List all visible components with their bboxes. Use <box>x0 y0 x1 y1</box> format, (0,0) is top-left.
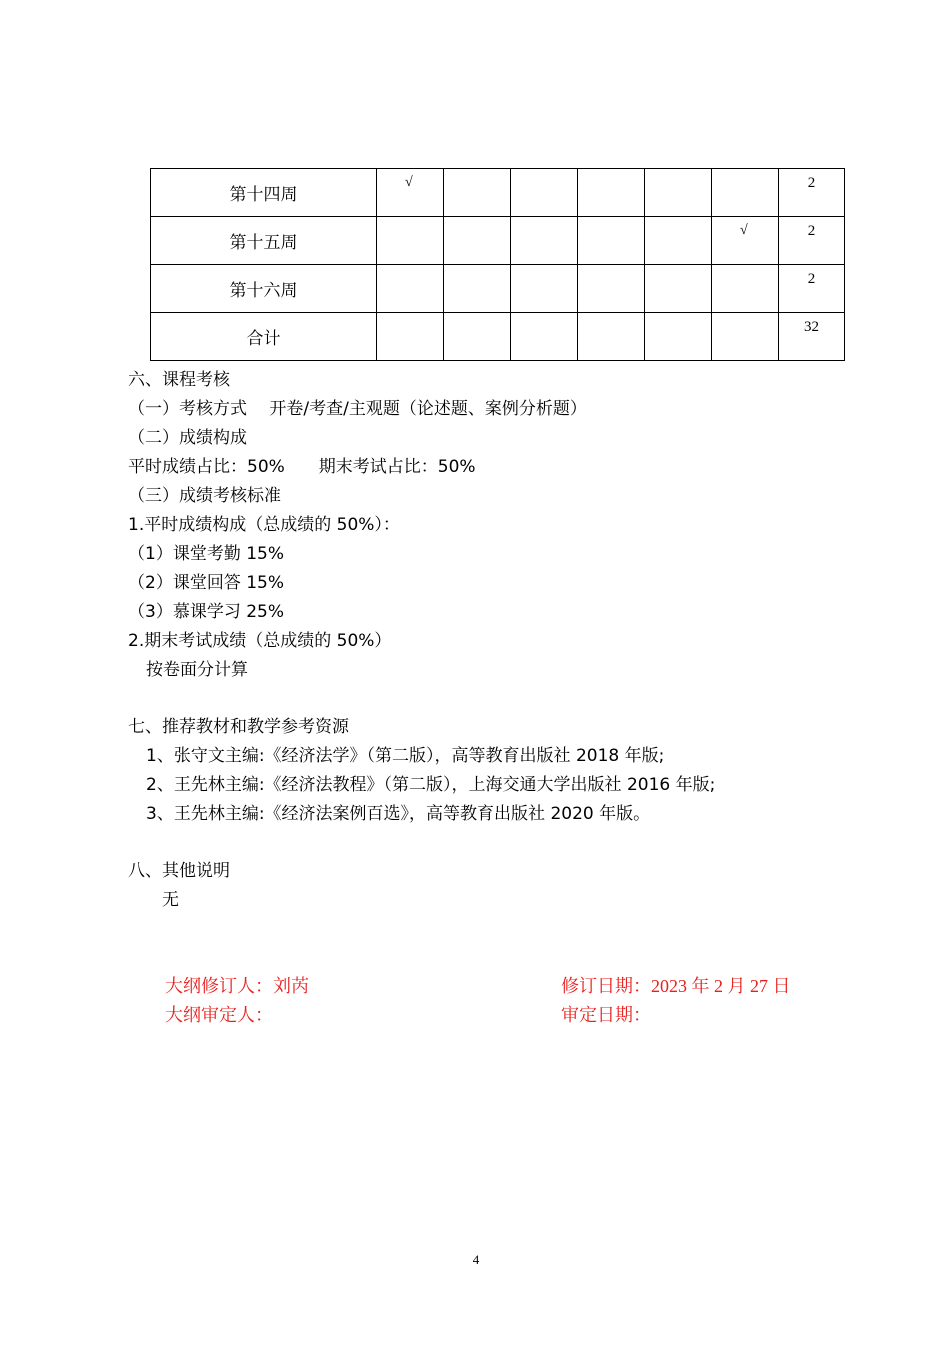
revise-date: 修订日期：2023 年 2 月 27 日 <box>561 976 791 996</box>
table-row <box>151 265 845 313</box>
hours-cell: 2 <box>779 169 845 217</box>
week-label: 第十四周 <box>151 169 377 217</box>
grade-composition-heading: （二）成绩构成 <box>128 428 247 448</box>
reference-item: 1、张守文主编:《经济法学》（第二版），高等教育出版社 2018 年版; <box>146 746 665 766</box>
grade-item: （2）课堂回答 15% <box>128 573 285 593</box>
grade-item: （1）课堂考勤 15% <box>128 544 285 564</box>
hours-cell: 2 <box>779 265 845 313</box>
other-notes: 无 <box>162 890 179 910</box>
approve-date: 审定日期： <box>561 1005 651 1025</box>
schedule-table <box>150 168 845 361</box>
table-row <box>151 313 845 361</box>
check-mark: √ <box>377 169 444 217</box>
final-exam-note: 按卷面分计算 <box>146 660 248 680</box>
page-number: 4 <box>472 1252 480 1267</box>
reviser: 大纲修订人：刘芮 <box>165 976 309 996</box>
grade-standard-heading: （三）成绩考核标准 <box>128 486 281 506</box>
table-row <box>151 169 845 217</box>
check-mark: √ <box>712 217 779 265</box>
week-label: 第十五周 <box>151 217 377 265</box>
total-hours: 32 <box>779 313 845 361</box>
section-7-title: 七、推荐教材和教学参考资源 <box>128 717 349 737</box>
grade-ratio: 平时成绩占比：50% 期末考试占比：50% <box>128 457 476 477</box>
assessment-method: （一）考核方式 开卷/考查/主观题（论述题、案例分析题） <box>128 399 587 419</box>
hours-cell: 2 <box>779 217 845 265</box>
approver: 大纲审定人： <box>165 1005 273 1025</box>
section-8-title: 八、其他说明 <box>128 861 230 881</box>
regular-grade-heading: 1.平时成绩构成（总成绩的 50%）： <box>128 515 400 535</box>
table-row <box>151 217 845 265</box>
grade-item: （3）慕课学习 25% <box>128 602 285 622</box>
total-label: 合计 <box>151 313 377 361</box>
section-6-title: 六、课程考核 <box>128 370 230 390</box>
week-label: 第十六周 <box>151 265 377 313</box>
reference-item: 3、王先林主编:《经济法案例百选》，高等教育出版社 2020 年版。 <box>146 804 651 824</box>
reference-item: 2、王先林主编:《经济法教程》（第二版），上海交通大学出版社 2016 年版; <box>146 775 716 795</box>
final-exam-heading: 2.期末考试成绩（总成绩的 50%） <box>128 631 392 651</box>
